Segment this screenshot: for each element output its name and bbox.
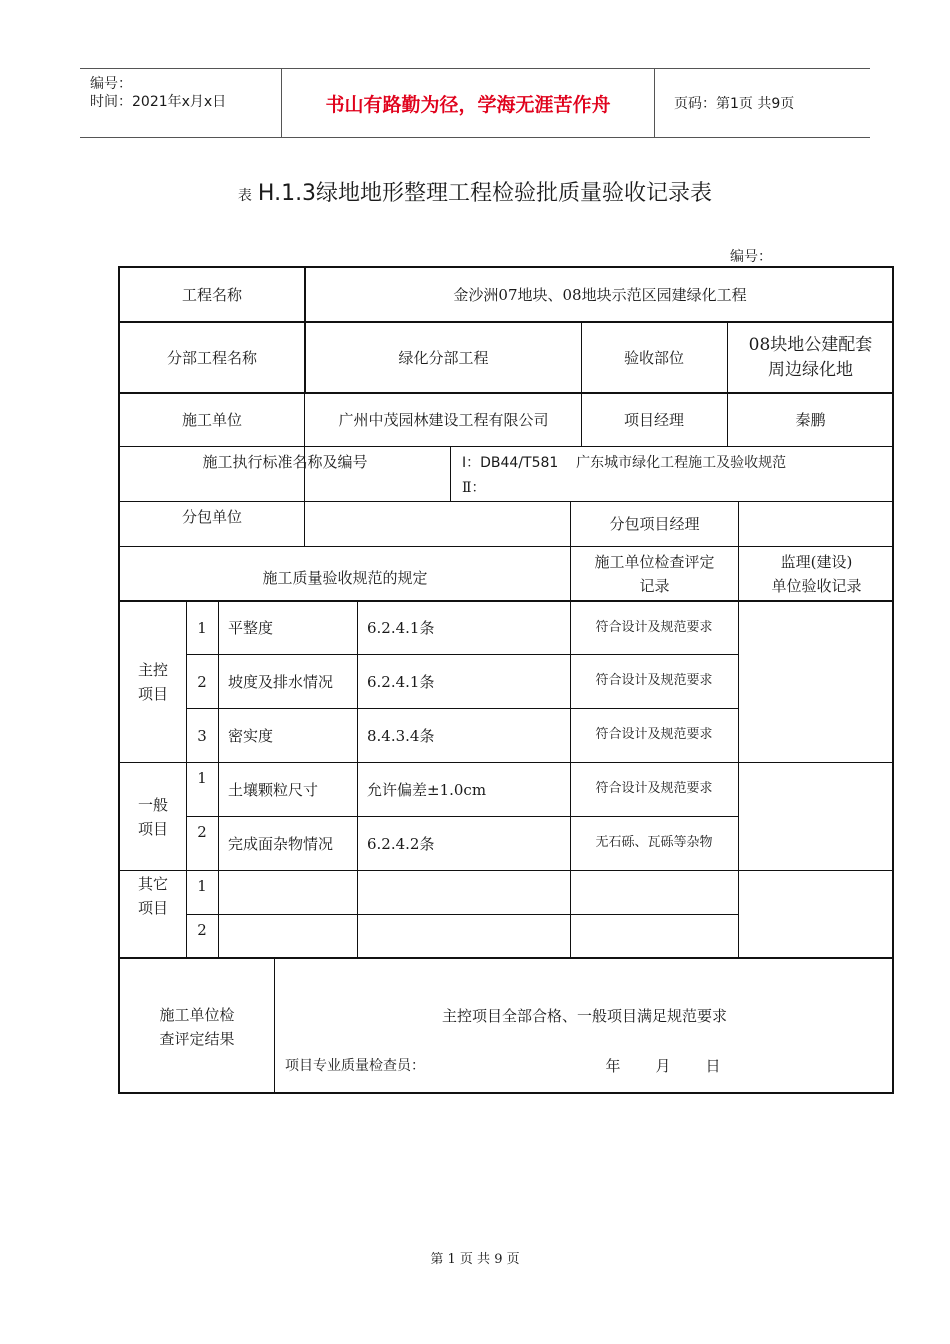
check-header-line-1: 施工单位检查评定 [594, 552, 715, 571]
row-spec: 6.2.4.1条 [367, 619, 435, 637]
date-day-label: 日 [705, 1057, 721, 1075]
page-header [80, 68, 870, 138]
group-main-label-1: 主控 [137, 661, 168, 679]
date-year-label: 年 [605, 1057, 621, 1075]
check-header-line-2: 记录 [639, 576, 670, 595]
subproject-label: 分部工程名称 [166, 348, 257, 367]
row-spec: 6.2.4.2条 [367, 834, 435, 853]
page-title [0, 176, 950, 207]
row-item: 坡度及排水情况 [228, 672, 334, 691]
manager-value: 秦鹏 [795, 410, 826, 429]
standard-line-2: Ⅱ： [462, 479, 486, 496]
acceptance-part-line-1: 08块地公建配套 [748, 334, 873, 355]
title-prefix: 表 [237, 188, 252, 204]
row-item [218, 915, 357, 957]
row-no: 2 [197, 672, 207, 691]
result-label-line-1: 施工单位检 [159, 1005, 235, 1024]
motto: 书山有路勤为径，学海无涯苦作舟 [281, 69, 655, 137]
result-label-line-2: 查评定结果 [159, 1029, 235, 1048]
page-footer: 第 1 页 共 9 页 [430, 1252, 520, 1267]
group-general [120, 763, 186, 870]
row-spec [357, 915, 570, 957]
row-no: 3 [197, 726, 207, 745]
group-other-label-2: 项目 [137, 899, 168, 917]
row-no: 1 [197, 619, 207, 637]
supervisor-header-line-2: 单位验收记录 [771, 576, 862, 595]
group-main-label-2: 项目 [137, 685, 168, 703]
group-general-label-1: 一般 [137, 795, 168, 814]
row-item: 完成面杂物情况 [228, 834, 334, 853]
date-month-label: 月 [655, 1057, 671, 1075]
group-other [120, 871, 186, 921]
row-item: 土壤颗粒尺寸 [228, 780, 319, 799]
sub-manager-value [739, 502, 894, 546]
group-other-label-1: 其它 [137, 875, 168, 893]
result-text: 主控项目全部合格、一般项目满足规范要求 [441, 1007, 727, 1025]
manager-label: 项目经理 [623, 410, 684, 429]
acceptance-part-value [727, 323, 894, 392]
standard-label: 施工执行标准名称及编号 [202, 453, 368, 471]
subcontractor-value [305, 502, 570, 546]
row-item: 密实度 [228, 726, 274, 745]
row-spec: 8.4.3.4条 [367, 726, 435, 745]
doc-number-label: 编号： [730, 249, 772, 265]
rule [738, 546, 739, 957]
subcontractor-label: 分包单位 [181, 508, 242, 526]
standard-line-1: Ⅰ：DB44/T581 广东城市绿化工程施工及验收规范 [462, 454, 787, 471]
row-no: 2 [197, 921, 207, 939]
contractor-value: 广州中茂园林建设工程有限公司 [338, 410, 549, 429]
project-name-value: 金沙洲07地块、08地块示范区园建绿化工程 [453, 285, 747, 304]
check-header [571, 547, 738, 600]
title-main: H.1.3绿地地形整理工程检验批质量验收记录表 [257, 181, 713, 206]
spec-header: 施工质量验收规范的规定 [262, 568, 428, 587]
group-main [120, 602, 186, 762]
row-no: 1 [197, 877, 207, 895]
row-item: 平整度 [228, 619, 274, 637]
row-item [218, 871, 357, 914]
supervisor-header-line-1: 监理(建设) [780, 552, 853, 571]
group-general-label-2: 项目 [137, 819, 168, 838]
row-record: 无石砾、瓦砾等杂物 [595, 835, 713, 851]
row-no: 2 [197, 823, 207, 841]
rule [450, 446, 451, 501]
row-spec: 6.2.4.1条 [367, 672, 435, 691]
result-label [120, 959, 274, 1094]
row-record [570, 871, 738, 914]
row-no: 1 [197, 769, 207, 787]
row-spec [357, 871, 570, 914]
time-text: 时间：2021年x月x日 [90, 94, 227, 110]
acceptance-part-label: 验收部位 [623, 348, 684, 367]
row-record [570, 915, 738, 957]
page-indicator: 页码：第1页 共9页 [674, 96, 795, 112]
row-record: 符合设计及规范要求 [595, 781, 713, 797]
acceptance-part-line-2: 周边绿化地 [768, 359, 853, 380]
row-record: 符合设计及规范要求 [595, 619, 713, 635]
inspector-label: 项目专业质量检查员： [285, 1057, 425, 1074]
header-meta [80, 69, 280, 137]
acceptance-form [118, 266, 894, 1094]
subproject-value: 绿化分部工程 [398, 348, 489, 367]
number-label: 编号： [90, 76, 132, 92]
contractor-label: 施工单位 [181, 410, 242, 429]
row-record: 符合设计及规范要求 [595, 673, 713, 689]
row-spec: 允许偏差±1.0cm [367, 780, 487, 799]
project-name-label: 工程名称 [181, 285, 242, 304]
row-record: 符合设计及规范要求 [595, 727, 713, 743]
sub-manager-label: 分包项目经理 [609, 515, 700, 533]
supervisor-header [739, 547, 894, 600]
